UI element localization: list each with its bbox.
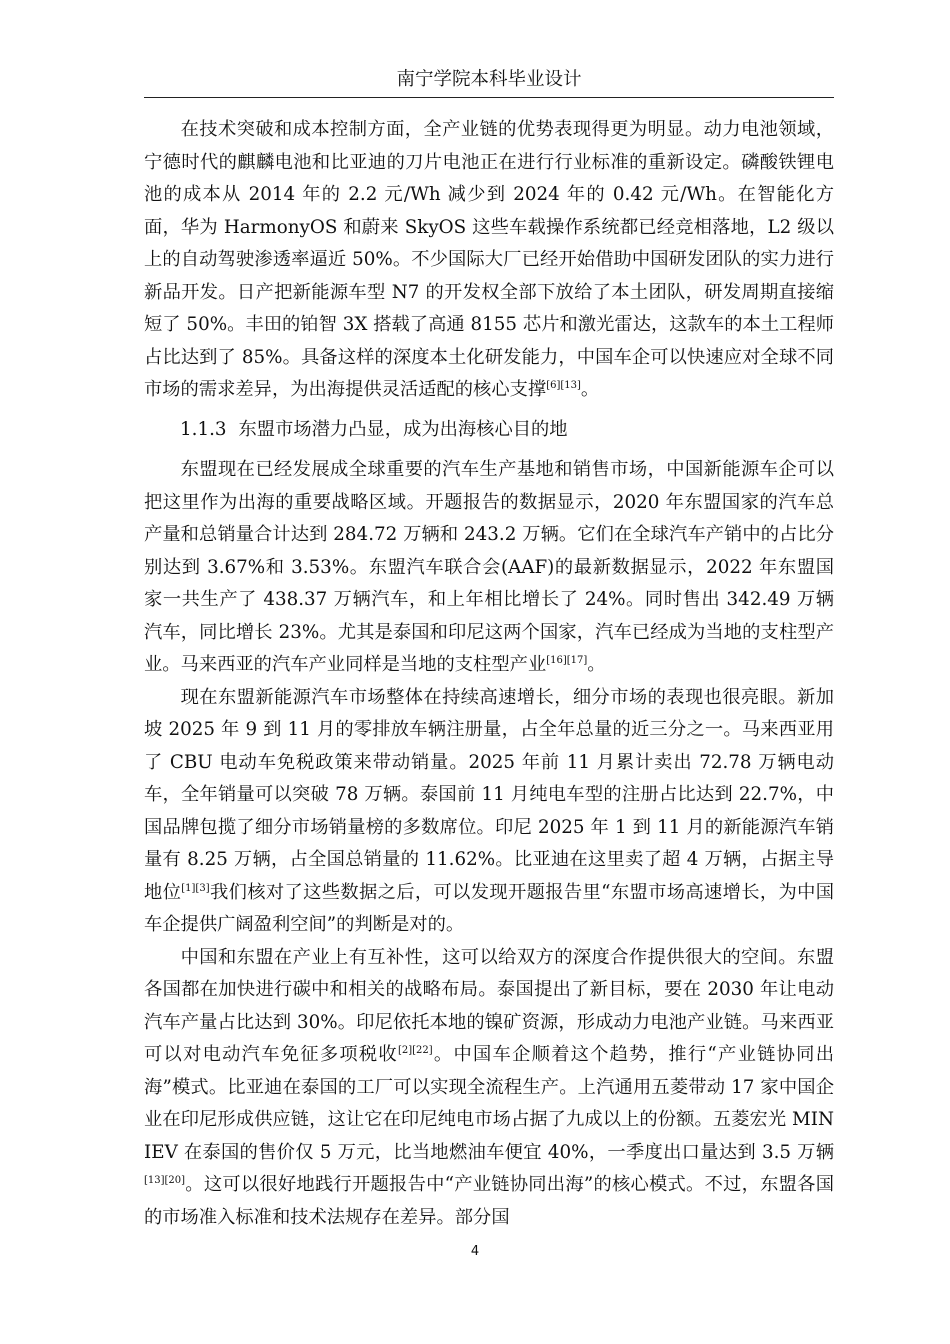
section-number: 1.1.3	[180, 418, 227, 440]
paragraph-asean-growth	[144, 682, 834, 942]
page-number: 4	[470, 1244, 480, 1259]
paragraph-tail: 。	[587, 654, 606, 675]
paragraph-text: 现在东盟新能源汽车市场整体在持续高速增长，细分市场的表现也很亮眼。新加坡 2025 年 9 到 11 月的零排放车辆注册量，占全年总量的近三分之一。马来西亚用了 CBU 电动车免税政策来带动销量。2025 年前 11 月累计卖出 72.78 万辆电动车，全年销量可以突破 78 万辆。泰国前 11 月纯电车型的注册占比达到 22.7%，中国品牌包揽了细分市场销量榜的多数席位。印尼 2025 年 1 到 11 月的新能源汽车销量有 8.25 万辆，占全国总销量的 11.62%。比亚迪在这里卖了超 4 万辆，占据主导地位	[144, 686, 834, 903]
paragraph-tech	[144, 114, 834, 407]
citation: [13][20]	[144, 1175, 186, 1186]
page-header: 南宁学院本科毕业设计	[396, 69, 582, 90]
section-heading	[144, 414, 834, 447]
paragraph-asean-base	[144, 454, 834, 682]
paragraph-tail: 。这可以很好地践行开题报告中“产业链协同出海”的核心模式。不过，东盟各国的市场准入标准和技术法规存在差异。部分国	[144, 1174, 834, 1228]
section-title: 东盟市场潜力凸显，成为出海核心目的地	[238, 418, 568, 440]
paragraph-tail: 。中国车企顺着这个趋势，推行“产业链协同出海”模式。比亚迪在泰国的工厂可以实现全流程生产。上汽通用五菱带动 17 家中国企业在印尼形成供应链，这让它在印尼纯电市场占据了九成以上的份额。五菱宏光 MINIEV 在泰国的售价仅 5 万元，比当地燃油车便宜 40%，一季度出口量达到 3.5 万辆	[144, 1044, 834, 1163]
paragraph-tail: 。	[580, 379, 600, 400]
paragraph-complementarity	[144, 942, 834, 1235]
paragraph-text: 中国和东盟在产业上有互补性，这可以给双方的深度合作提供很大的空间。东盟各国都在加快进行碳中和相关的战略布局。泰国提出了新目标，要在 2030 年让电动汽车产量占比达到 30%。印尼依托本地的镍矿资源，形成动力电池产业链。马来西亚可以对电动汽车免征多项税收	[144, 946, 834, 1065]
paragraph-tail: 我们核对了这些数据之后，可以发现开题报告里“东盟市场高速增长，为中国车企提供广阔盈利空间”的判断是对的。	[144, 881, 834, 935]
document-body	[144, 114, 834, 1234]
citation: [6][13]	[546, 380, 581, 391]
citation: [1][3]	[181, 882, 210, 894]
paragraph-text: 东盟现在已经发展成全球重要的汽车生产基地和销售市场，中国新能源车企可以把这里作为出海的重要战略区域。开题报告的数据显示，2020 年东盟国家的汽车总产量和总销量合计达到 284.72 万辆和 243.2 万辆。它们在全球汽车产销中的占比分别达到 3.67%和 3.53%。东盟汽车联合会(AAF)的最新数据显示，2022 年东盟国家一共生产了 438.37 万辆汽车，和上年相比增长了 24%。同时售出 342.49 万辆汽车，同比增长 23%。尤其是泰国和印尼这两个国家，汽车已经成为当地的支柱型产业。马来西亚的汽车产业同样是当地的支柱型产业	[144, 459, 834, 675]
citation: [2][22]	[397, 1045, 433, 1056]
citation: [16][17]	[546, 655, 588, 666]
header-rule	[144, 97, 834, 98]
paragraph-text: 在技术突破和成本控制方面，全产业链的优势表现得更为明显。动力电池领域，宁德时代的麒麟电池和比亚迪的刀片电池正在进行行业标准的重新设定。磷酸铁锂电池的成本从 2014 年的 2.2 元/Wh 减少到 2024 年的 0.42 元/Wh。在智能化方面，华为 HarmonyOS 和蔚来 SkyOS 这些车载操作系统都已经竞相落地，L2 级以上的自动驾驶渗透率逼近 50%。不少国际大厂已经开始借助中国研发团队的实力进行新品开发。日产把新能源车型 N7 的开发权全部下放给了本土团队，研发周期直接缩短了 50%。丰田的铂智 3X 搭载了高通 8155 芯片和激光雷达，这款车的本土工程师占比达到了 85%。具备这样的深度本土化研发能力，中国车企可以快速应对全球不同市场的需求差异，为出海提供灵活适配的核心支撑	[144, 119, 834, 400]
